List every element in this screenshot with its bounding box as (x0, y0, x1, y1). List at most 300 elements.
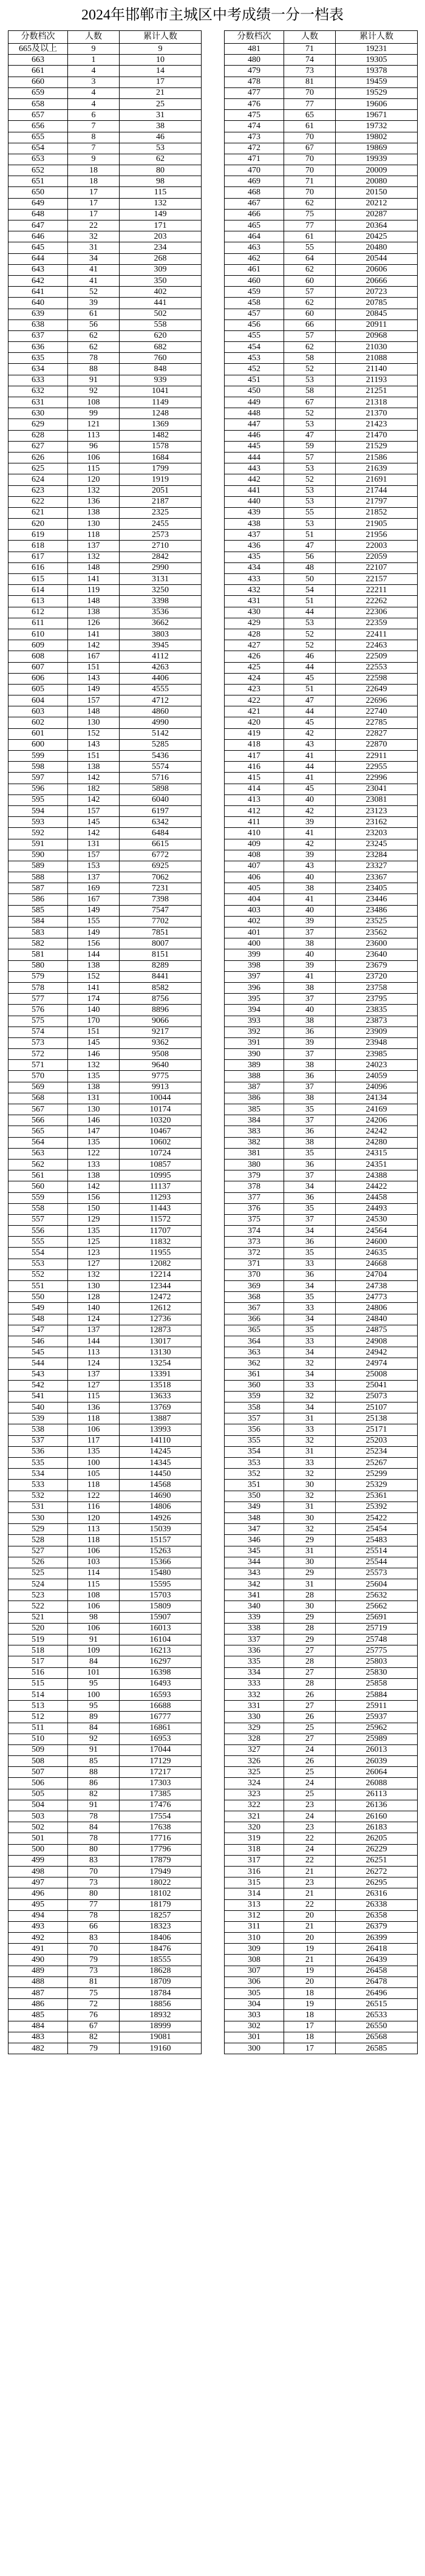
score-cell: 615 (8, 574, 68, 585)
cumulative-cell: 19160 (120, 2043, 202, 2054)
cumulative-cell: 23486 (336, 905, 418, 916)
cumulative-cell: 23720 (336, 971, 418, 982)
cumulative-cell: 18628 (120, 1966, 202, 1976)
cumulative-cell: 20666 (336, 275, 418, 286)
cumulative-cell: 6342 (120, 817, 202, 828)
count-cell: 62 (68, 330, 120, 341)
cumulative-cell: 23679 (336, 960, 418, 971)
score-cell: 443 (225, 463, 284, 474)
table-row (8, 408, 202, 419)
table-row (225, 938, 418, 949)
table-row (225, 695, 418, 706)
score-cell: 587 (8, 883, 68, 894)
table-row (8, 364, 202, 375)
header-cumulative: 累计人数 (120, 31, 202, 44)
cumulative-cell: 10044 (120, 1093, 202, 1104)
cumulative-cell: 203 (120, 231, 202, 242)
score-cell: 335 (225, 1656, 284, 1667)
count-cell: 50 (284, 574, 336, 585)
cumulative-cell: 5142 (120, 728, 202, 739)
cumulative-cell: 15039 (120, 1524, 202, 1535)
table-row (8, 1269, 202, 1280)
score-cell: 612 (8, 607, 68, 618)
count-cell: 146 (68, 1115, 120, 1126)
count-cell: 95 (68, 1678, 120, 1689)
cumulative-cell: 268 (120, 253, 202, 264)
score-cell: 371 (225, 1259, 284, 1269)
cumulative-cell: 402 (120, 287, 202, 298)
table-row (8, 1435, 202, 1446)
table-row (8, 971, 202, 982)
table-row (225, 1325, 418, 1336)
table-row (225, 1181, 418, 1192)
score-cell: 338 (225, 1623, 284, 1634)
count-cell: 22 (68, 220, 120, 231)
table-row (225, 1988, 418, 1999)
cumulative-cell: 25299 (336, 1469, 418, 1480)
cumulative-cell: 10602 (120, 1137, 202, 1148)
table-row (8, 618, 202, 629)
cumulative-cell: 760 (120, 353, 202, 364)
count-cell: 113 (68, 1347, 120, 1358)
score-cell: 603 (8, 706, 68, 717)
table-row (225, 209, 418, 220)
cumulative-cell: 25329 (336, 1480, 418, 1491)
score-cell: 350 (225, 1491, 284, 1502)
count-cell: 84 (68, 1723, 120, 1734)
score-cell: 551 (8, 1281, 68, 1292)
cumulative-cell: 22306 (336, 607, 418, 618)
cumulative-cell: 22107 (336, 562, 418, 573)
table-row (8, 762, 202, 773)
header-score: 分数档次 (8, 31, 68, 44)
score-cell: 627 (8, 441, 68, 452)
cumulative-cell: 23203 (336, 828, 418, 839)
cumulative-cell: 19529 (336, 87, 418, 98)
score-cell: 327 (225, 1744, 284, 1755)
table-row (8, 673, 202, 684)
cumulative-cell: 25008 (336, 1369, 418, 1380)
cumulative-cell: 2051 (120, 485, 202, 496)
score-cell: 556 (8, 1226, 68, 1237)
count-cell: 169 (68, 883, 120, 894)
table-row (225, 861, 418, 872)
cumulative-cell: 25691 (336, 1612, 418, 1623)
table-row (8, 1966, 202, 1976)
cumulative-cell: 25107 (336, 1402, 418, 1413)
score-cell: 570 (8, 1071, 68, 1082)
table-row (8, 960, 202, 971)
cumulative-cell: 26136 (336, 1800, 418, 1811)
table-row (225, 408, 418, 419)
score-cell: 393 (225, 1016, 284, 1027)
cumulative-cell: 17129 (120, 1756, 202, 1767)
score-cell: 442 (225, 474, 284, 485)
table-row (8, 1049, 202, 1060)
table-row (225, 231, 418, 242)
table-row (8, 1027, 202, 1037)
cumulative-cell: 38 (120, 121, 202, 132)
table-row (225, 596, 418, 607)
score-cell: 359 (225, 1391, 284, 1402)
table-row (8, 1170, 202, 1181)
table-row (8, 1546, 202, 1557)
count-cell: 37 (284, 1082, 336, 1093)
table-row (225, 1822, 418, 1833)
count-cell: 124 (68, 1314, 120, 1325)
count-cell: 148 (68, 706, 120, 717)
count-cell: 132 (68, 485, 120, 496)
table-row (8, 861, 202, 872)
score-cell: 585 (8, 905, 68, 916)
cumulative-cell: 11293 (120, 1192, 202, 1203)
score-cell: 569 (8, 1082, 68, 1093)
cumulative-cell: 26183 (336, 1822, 418, 1833)
cumulative-cell: 25604 (336, 1579, 418, 1590)
cumulative-cell: 7231 (120, 883, 202, 894)
cumulative-cell: 3803 (120, 629, 202, 640)
count-cell: 35 (284, 1203, 336, 1214)
cumulative-cell: 682 (120, 342, 202, 353)
table-row (8, 1314, 202, 1325)
count-cell: 27 (284, 1667, 336, 1678)
count-cell: 137 (68, 1369, 120, 1380)
score-cell: 368 (225, 1292, 284, 1303)
score-cell: 489 (8, 1966, 68, 1976)
count-cell: 70 (284, 154, 336, 165)
cumulative-cell: 2325 (120, 507, 202, 518)
cumulative-cell: 11443 (120, 1203, 202, 1214)
cumulative-cell: 21370 (336, 408, 418, 419)
count-cell: 79 (68, 2043, 120, 2054)
cumulative-cell: 18476 (120, 1944, 202, 1955)
score-cell: 320 (225, 1822, 284, 1833)
cumulative-cell: 10857 (120, 1159, 202, 1170)
cumulative-cell: 3250 (120, 585, 202, 596)
count-cell: 101 (68, 1667, 120, 1678)
score-cell: 625 (8, 463, 68, 474)
cumulative-cell: 22996 (336, 773, 418, 784)
table-row (8, 1734, 202, 1744)
table-row (225, 784, 418, 794)
table-row (8, 817, 202, 828)
cumulative-cell: 25203 (336, 1435, 418, 1446)
table-row (8, 794, 202, 805)
cumulative-cell: 18102 (120, 1888, 202, 1899)
table-row (8, 2021, 202, 2032)
table-row (225, 1126, 418, 1137)
cumulative-cell: 15809 (120, 1601, 202, 1612)
count-cell: 106 (68, 1623, 120, 1634)
count-cell: 132 (68, 1269, 120, 1280)
cumulative-cell: 24422 (336, 1181, 418, 1192)
score-cell: 647 (8, 220, 68, 231)
cumulative-cell: 24600 (336, 1237, 418, 1248)
cumulative-cell: 19231 (336, 44, 418, 55)
cumulative-cell: 309 (120, 264, 202, 275)
table-row (8, 1369, 202, 1380)
table-row (225, 220, 418, 231)
score-cell: 447 (225, 419, 284, 430)
score-cell: 533 (8, 1480, 68, 1491)
count-cell: 62 (284, 264, 336, 275)
cumulative-cell: 23327 (336, 861, 418, 872)
score-cell: 648 (8, 209, 68, 220)
table-row (8, 419, 202, 430)
table-row (8, 1789, 202, 1800)
count-cell: 33 (284, 1259, 336, 1269)
cumulative-cell: 22827 (336, 728, 418, 739)
cumulative-cell: 7851 (120, 928, 202, 938)
score-cell: 307 (225, 1966, 284, 1976)
count-cell: 37 (284, 1115, 336, 1126)
count-cell: 53 (284, 485, 336, 496)
table-row (8, 1601, 202, 1612)
table-row (8, 165, 202, 176)
table-row (8, 883, 202, 894)
score-cell: 641 (8, 287, 68, 298)
cumulative-cell: 20845 (336, 309, 418, 319)
cumulative-cell: 4406 (120, 673, 202, 684)
count-cell: 91 (68, 1800, 120, 1811)
count-cell: 38 (284, 883, 336, 894)
score-cell: 313 (225, 1899, 284, 1910)
table-row (8, 2010, 202, 2021)
score-cell: 413 (225, 794, 284, 805)
cumulative-cell: 13887 (120, 1413, 202, 1424)
score-cell: 557 (8, 1214, 68, 1225)
score-cell: 636 (8, 342, 68, 353)
score-cell: 420 (225, 717, 284, 728)
score-cell: 365 (225, 1325, 284, 1336)
cumulative-cell: 24530 (336, 1214, 418, 1225)
count-cell: 138 (68, 762, 120, 773)
cumulative-cell: 10467 (120, 1126, 202, 1137)
table-row (225, 1976, 418, 1987)
score-cell: 463 (225, 242, 284, 253)
table-row (225, 1060, 418, 1071)
score-cell: 655 (8, 132, 68, 143)
score-cell: 316 (225, 1866, 284, 1877)
count-cell: 32 (68, 231, 120, 242)
table-row (8, 1115, 202, 1126)
count-cell: 103 (68, 1557, 120, 1568)
count-cell: 24 (284, 1744, 336, 1755)
count-cell: 32 (284, 1358, 336, 1369)
score-cell: 384 (225, 1115, 284, 1126)
score-cell: 503 (8, 1811, 68, 1822)
score-cell: 352 (225, 1469, 284, 1480)
cumulative-cell: 23873 (336, 1016, 418, 1027)
count-cell: 40 (284, 794, 336, 805)
table-row (225, 928, 418, 938)
cumulative-cell: 24668 (336, 1259, 418, 1269)
cumulative-cell: 46 (120, 132, 202, 143)
count-cell: 3 (68, 77, 120, 87)
table-row (225, 154, 418, 165)
cumulative-cell: 19378 (336, 66, 418, 77)
table-row (225, 1866, 418, 1877)
score-cell: 390 (225, 1049, 284, 1060)
cumulative-cell: 24096 (336, 1082, 418, 1093)
score-cell: 376 (225, 1203, 284, 1214)
score-cell: 456 (225, 319, 284, 330)
cumulative-cell: 20968 (336, 330, 418, 341)
count-cell: 124 (68, 1358, 120, 1369)
count-cell: 155 (68, 916, 120, 927)
cumulative-cell: 26439 (336, 1955, 418, 1966)
score-cell: 311 (225, 1921, 284, 1932)
cumulative-cell: 25662 (336, 1601, 418, 1612)
table-row (8, 1855, 202, 1866)
count-cell: 41 (284, 894, 336, 905)
cumulative-cell: 26088 (336, 1778, 418, 1789)
score-cell: 532 (8, 1491, 68, 1502)
count-cell: 35 (284, 1325, 336, 1336)
table-row (8, 176, 202, 187)
score-cell: 481 (225, 44, 284, 55)
cumulative-cell: 21852 (336, 507, 418, 518)
table-row (8, 132, 202, 143)
count-cell: 53 (284, 463, 336, 474)
count-cell: 62 (284, 298, 336, 309)
score-cell: 312 (225, 1910, 284, 1921)
score-cell: 496 (8, 1888, 68, 1899)
cumulative-cell: 23284 (336, 850, 418, 861)
score-cell: 509 (8, 1744, 68, 1755)
table-row (8, 1667, 202, 1678)
table-row (8, 596, 202, 607)
cumulative-cell: 14345 (120, 1458, 202, 1469)
table-row (225, 971, 418, 982)
cumulative-cell: 17796 (120, 1844, 202, 1855)
count-cell: 28 (284, 1678, 336, 1689)
count-cell: 131 (68, 1093, 120, 1104)
score-cell: 497 (8, 1877, 68, 1888)
header-cumulative: 累计人数 (336, 31, 418, 44)
score-cell: 586 (8, 894, 68, 905)
cumulative-cell: 4112 (120, 651, 202, 662)
count-cell: 67 (284, 397, 336, 408)
cumulative-cell: 23405 (336, 883, 418, 894)
cumulative-cell: 1041 (120, 386, 202, 397)
count-cell: 137 (68, 872, 120, 883)
score-cell: 455 (225, 330, 284, 341)
table-row (8, 552, 202, 562)
score-cell: 322 (225, 1800, 284, 1811)
table-row (8, 894, 202, 905)
cumulative-cell: 20723 (336, 287, 418, 298)
cumulative-cell: 13769 (120, 1402, 202, 1413)
score-cell: 486 (8, 1999, 68, 2010)
table-row (8, 1148, 202, 1159)
score-cell: 517 (8, 1656, 68, 1667)
cumulative-cell: 4860 (120, 706, 202, 717)
count-cell: 39 (284, 850, 336, 861)
cumulative-cell: 8896 (120, 1005, 202, 1016)
score-cell: 621 (8, 507, 68, 518)
score-cell: 568 (8, 1093, 68, 1104)
table-row (225, 187, 418, 198)
score-cell: 512 (8, 1712, 68, 1723)
cumulative-cell: 18784 (120, 1988, 202, 1999)
table-row (225, 1767, 418, 1778)
cumulative-cell: 23835 (336, 1005, 418, 1016)
table-row (225, 1303, 418, 1314)
score-cell: 552 (8, 1269, 68, 1280)
table-row (225, 1391, 418, 1402)
cumulative-cell: 10724 (120, 1148, 202, 1159)
count-cell: 57 (284, 330, 336, 341)
score-cell: 361 (225, 1369, 284, 1380)
table-row (8, 474, 202, 485)
cumulative-cell: 14806 (120, 1502, 202, 1512)
cumulative-cell: 20425 (336, 231, 418, 242)
count-cell: 84 (68, 1822, 120, 1833)
score-cell: 652 (8, 165, 68, 176)
score-cell: 377 (225, 1192, 284, 1203)
table-row (225, 541, 418, 552)
cumulative-cell: 6484 (120, 828, 202, 839)
count-cell: 47 (284, 695, 336, 706)
cumulative-cell: 502 (120, 309, 202, 319)
count-cell: 79 (68, 1955, 120, 1966)
cumulative-cell: 8756 (120, 994, 202, 1005)
count-cell: 142 (68, 640, 120, 651)
count-cell: 17 (284, 2043, 336, 2054)
table-row (8, 1756, 202, 1767)
count-cell: 130 (68, 519, 120, 530)
count-cell: 35 (284, 1248, 336, 1259)
score-cell: 538 (8, 1424, 68, 1435)
table-row (8, 938, 202, 949)
table-row (8, 828, 202, 839)
count-cell: 4 (68, 87, 120, 98)
score-cell: 412 (225, 805, 284, 816)
score-cell: 484 (8, 2021, 68, 2032)
cumulative-cell: 26515 (336, 1999, 418, 2010)
table-row (8, 1071, 202, 1082)
table-row (225, 894, 418, 905)
count-cell: 43 (284, 861, 336, 872)
cumulative-cell: 620 (120, 330, 202, 341)
cumulative-cell: 9775 (120, 1071, 202, 1082)
score-cell: 572 (8, 1049, 68, 1060)
count-cell: 30 (284, 1512, 336, 1523)
cumulative-cell: 25632 (336, 1590, 418, 1601)
table-row (225, 1524, 418, 1535)
table-row (225, 1645, 418, 1656)
count-cell: 88 (68, 364, 120, 375)
count-cell: 135 (68, 1446, 120, 1457)
table-row (8, 1480, 202, 1491)
table-row (8, 496, 202, 507)
table-row (8, 154, 202, 165)
cumulative-cell: 939 (120, 375, 202, 386)
score-cell: 629 (8, 419, 68, 430)
count-cell: 60 (284, 309, 336, 319)
score-cell: 466 (225, 209, 284, 220)
count-cell: 143 (68, 673, 120, 684)
score-cell: 555 (8, 1237, 68, 1248)
score-cell: 617 (8, 552, 68, 562)
score-cell: 525 (8, 1568, 68, 1579)
table-row (225, 1104, 418, 1115)
score-cell: 395 (225, 994, 284, 1005)
count-cell: 84 (68, 1656, 120, 1667)
score-cell: 508 (8, 1756, 68, 1767)
table-row (225, 2021, 418, 2032)
